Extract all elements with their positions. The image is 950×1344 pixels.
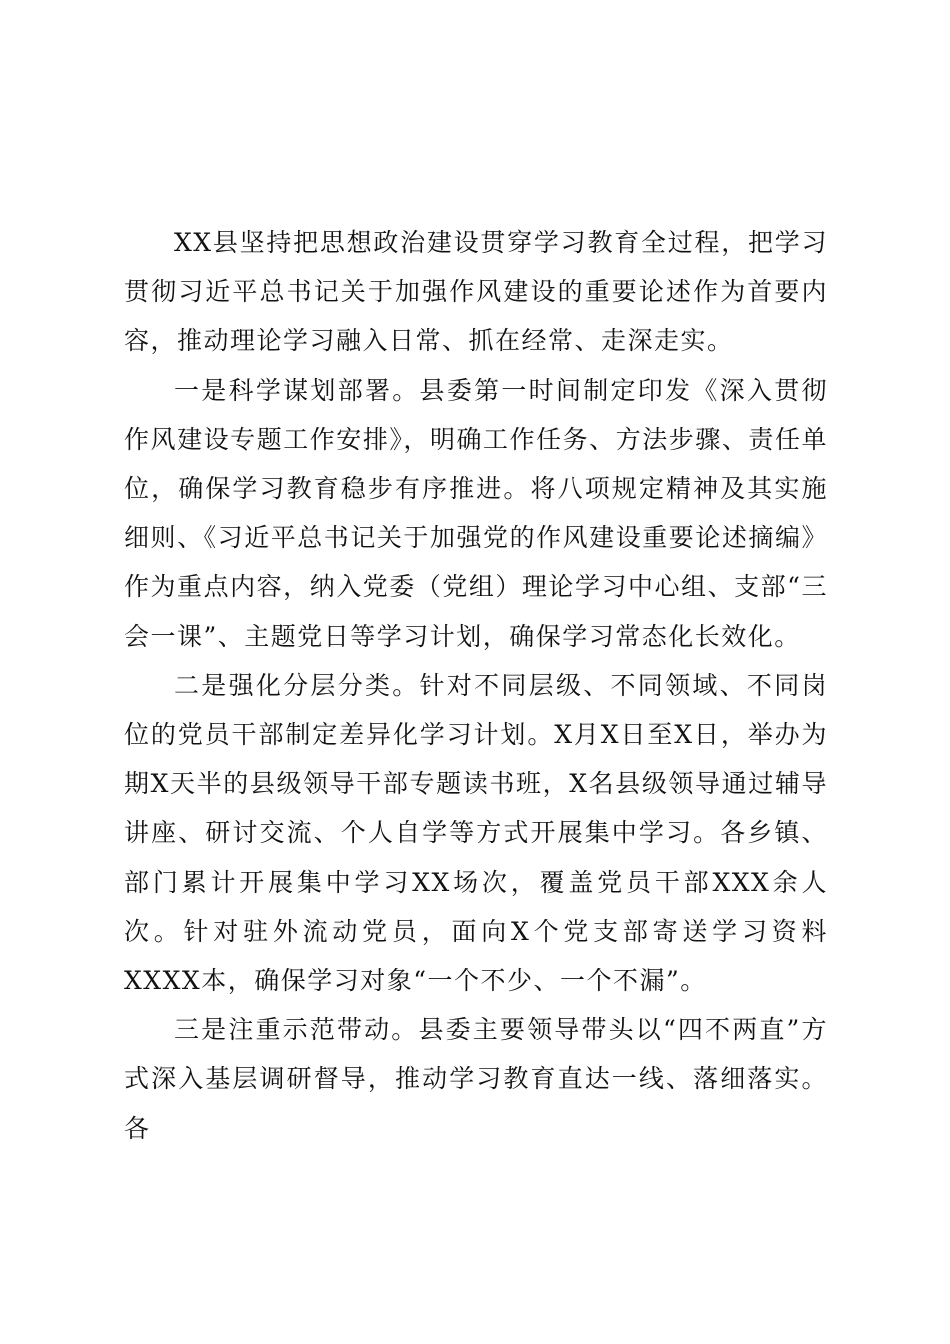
paragraph-intro: XX县坚持把思想政治建设贯穿学习教育全过程，把学习贯彻习近平总书记关于加强作风建设的重要论述作为首要内容，推动理论学习融入日常、抓在经常、走深走实。: [124, 228, 828, 356]
document-body: [124, 218, 828, 1153]
paragraph-demonstration: 三是注重示范带动。县委主要领导带头以“四不两直”方式深入基层调研督导，推动学习教育直达一线、落细落实。各: [124, 1015, 828, 1143]
paragraph-planning: 一是科学谋划部署。县委第一时间制定印发《深入贯彻作风建设专题工作安排》，明确工作任务、方法步骤、责任单位，确保学习教育稳步有序推进。将八项规定精神及其实施细则、《习近平总书记关于加强党的作风建设重要论述摘编》作为重点内容，纳入党委（党组）理论学习中心组、支部“三会一课”、主题党日等学习计划，确保学习常态化长效化。: [124, 375, 828, 651]
paragraph-layered: 二是强化分层分类。针对不同层级、不同领域、不同岗位的党员干部制定差异化学习计划。X月X日至X日，举办为期X天半的县级领导干部专题读书班，X名县级领导通过辅导讲座、研讨交流、个人自学等方式开展集中学习。各乡镇、部门累计开展集中学习XX场次，覆盖党员干部XXX余人次。针对驻外流动党员，面向X个党支部寄送学习资料XXXX本，确保学习对象“一个不少、一个不漏”。: [124, 670, 828, 996]
